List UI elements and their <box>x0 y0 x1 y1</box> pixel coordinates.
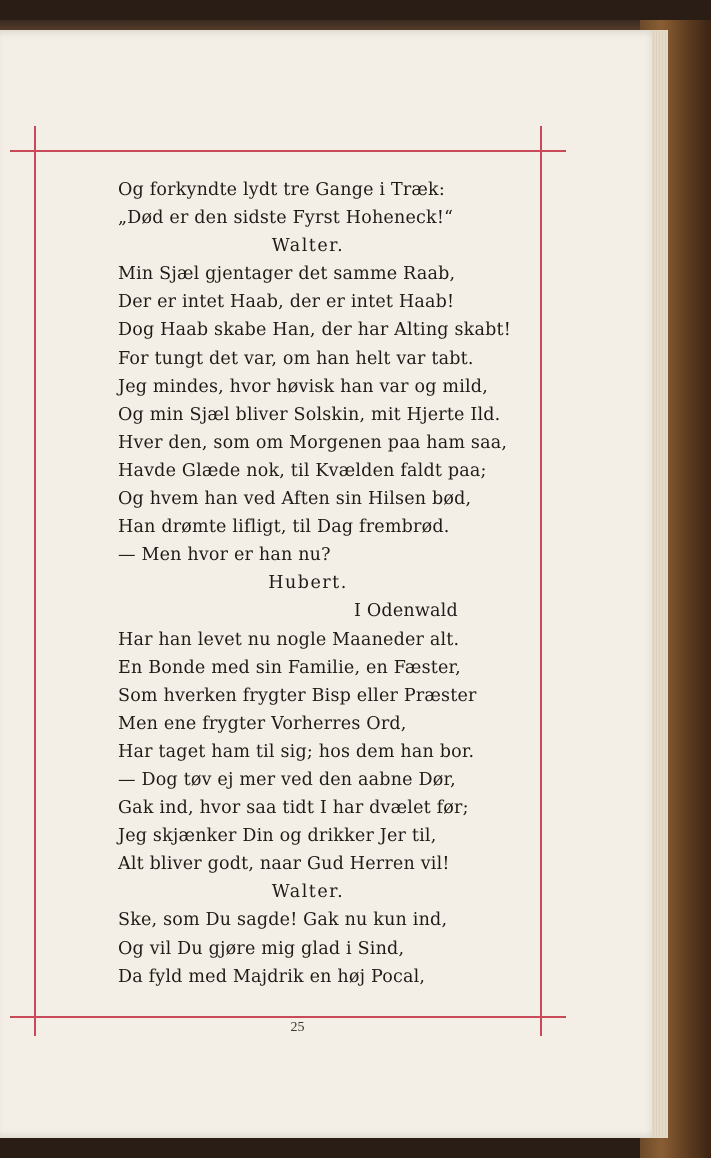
verse-line: Som hverken frygter Bisp eller Præster <box>118 685 477 706</box>
verse-line: Da fyld med Majdrik en høj Pocal, <box>118 966 426 987</box>
verse-line: — Dog tøv ej mer ved den aabne Dør, <box>118 769 456 790</box>
frame-rule-left <box>34 126 36 1036</box>
page-number: 25 <box>290 1020 305 1035</box>
verse-line: Har han levet nu nogle Maaneder alt. <box>118 629 460 650</box>
verse-line: En Bonde med sin Familie, en Fæster, <box>118 657 461 678</box>
verse-line: Jeg skjænker Din og drikker Jer til, <box>118 826 437 847</box>
verse-line: Havde Glæde nok, til Kvælden faldt paa; <box>118 460 487 481</box>
verse-line: Min Sjæl gjentager det samme Raab, <box>118 264 456 285</box>
verse-line: Og hvem han ved Aften sin Hilsen bød, <box>118 489 472 510</box>
verse-line: Dog Haab skabe Han, der har Alting skabt! <box>118 320 511 341</box>
verse-line: Jeg mindes, hvor høvisk han var og mild, <box>118 376 488 397</box>
verse-line: — Men hvor er han nu? <box>118 545 331 566</box>
verse-line: Og min Sjæl bliver Solskin, mit Hjerte Ild. <box>118 404 501 425</box>
speaker-name: Walter. <box>271 236 345 257</box>
speaker-name: Hubert. <box>268 573 348 594</box>
verse-text-block <box>118 176 538 991</box>
speaker-name: Walter. <box>271 882 345 903</box>
verse-line: Og forkyndte lydt tre Gange i Træk: <box>118 180 445 200</box>
frame-rule-top <box>10 150 566 152</box>
verse-line: I Odenwald <box>354 601 458 622</box>
frame-rule-right <box>540 126 542 1036</box>
verse-line: Hver den, som om Morgenen paa ham saa, <box>118 432 508 453</box>
verse-line: Ske, som Du sagde! Gak nu kun ind, <box>118 910 448 931</box>
verse-line: „Død er den sidste Fyrst Hoheneck!“ <box>118 208 454 229</box>
verse-line: For tungt det var, om han helt var tabt. <box>118 348 474 369</box>
verse-line: Der er intet Haab, der er intet Haab! <box>118 292 455 313</box>
frame-rule-bottom <box>10 1016 566 1018</box>
verse-line: Men ene frygter Vorherres Ord, <box>118 713 407 734</box>
verse-line: Og vil Du gjøre mig glad i Sind, <box>118 938 405 959</box>
verse-line: Gak ind, hvor saa tidt I har dvælet før; <box>118 798 469 819</box>
page-edges <box>652 30 668 1138</box>
verse-line: Alt bliver godt, naar Gud Herren vil! <box>118 854 450 875</box>
verse-line: Han drømte lifligt, til Dag frembrød. <box>118 517 450 538</box>
verse-line: Har taget ham til sig; hos dem han bor. <box>118 741 475 762</box>
